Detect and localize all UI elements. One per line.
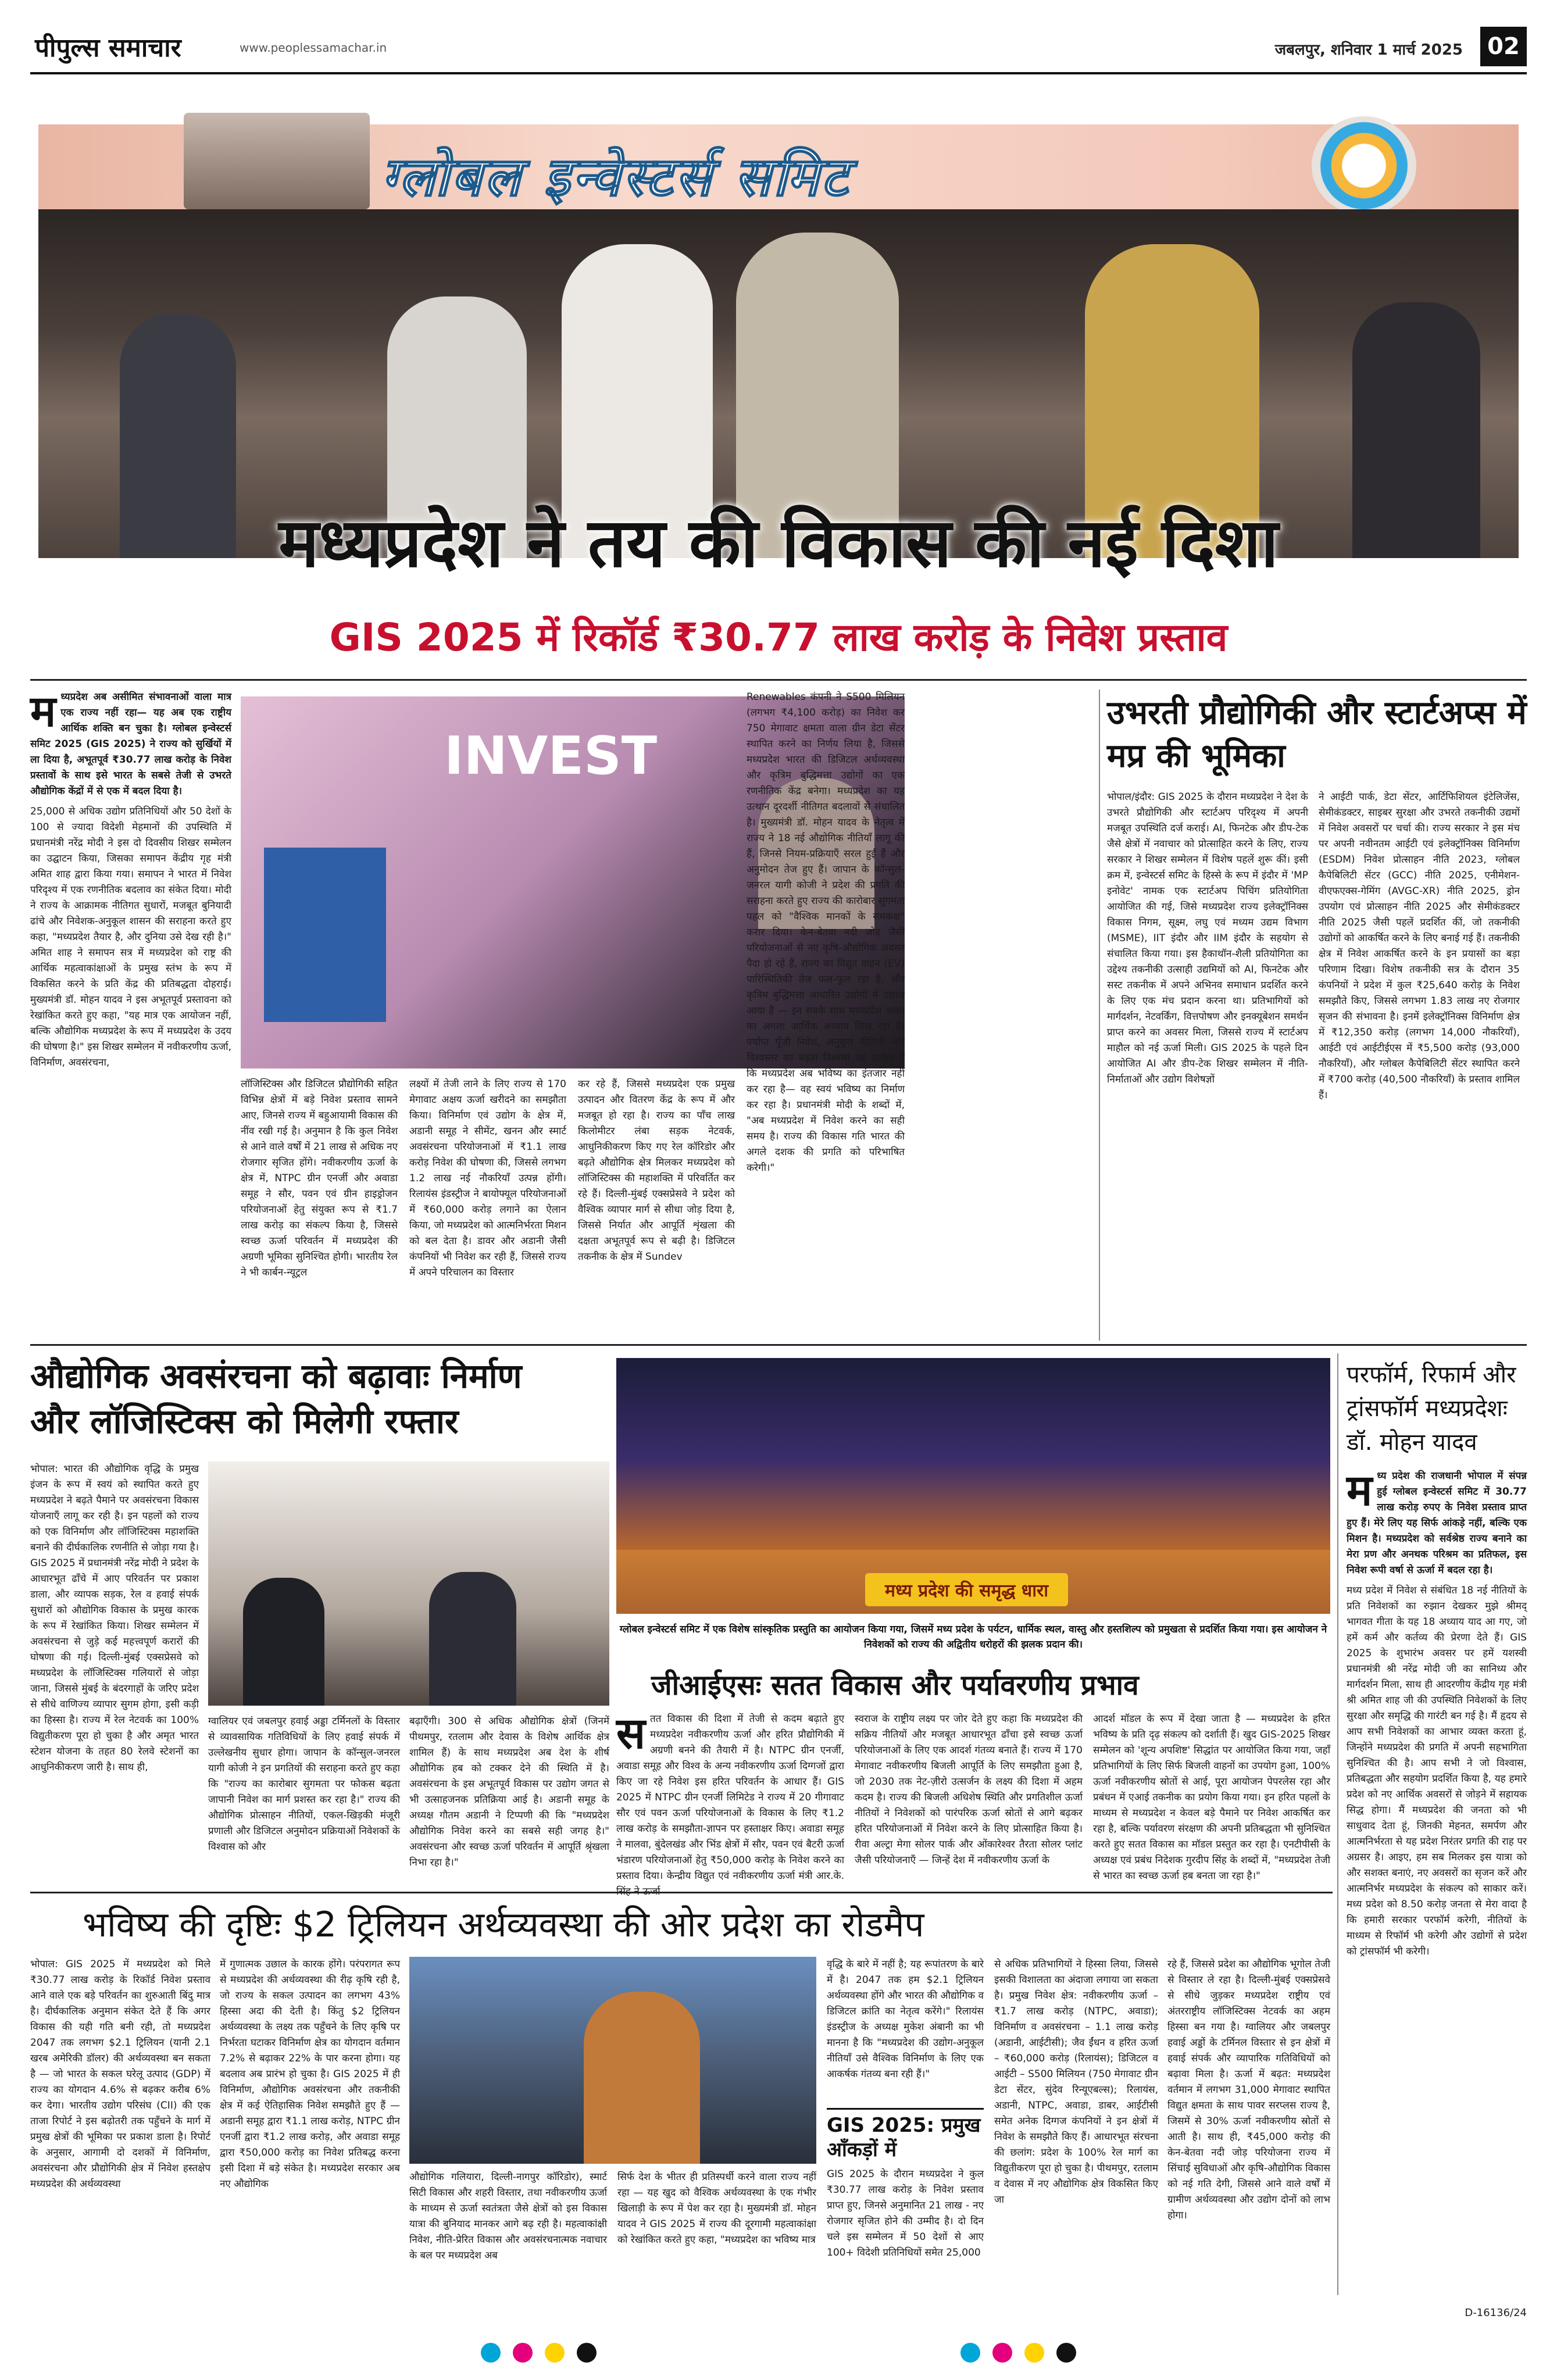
dateline: जबलपुर, शनिवार 1 मार्च 2025 — [1274, 41, 1463, 59]
green-headline: जीआईएसः सतत विकास और पर्यावरणीय प्रभाव — [651, 1669, 1139, 1702]
infra-headline-1: औद्योगिक अवसंरचना को बढ़ावाः निर्माण — [30, 1356, 522, 1396]
dropcap: म — [30, 687, 56, 737]
future-story — [30, 1899, 1330, 2306]
lead-col-3: लक्ष्यों में तेजी लाने के लिए राज्य से 170 मेगावाट अक्षय ऊर्जा खरीदने का समझौता किया। विनिर्माण एवं उद्योग के क्षेत्र में, अडानी समूह ने सीमेंट, खनन और स्मार्ट अवसंरचना परियोजनाओं में ₹1.1 लाख करोड़ निवेश की घोषणा की, जिससे लगभग 1.2 लाख नई नौकरियाँ उत्पन्न होंगी। रिलायंस इंडस्ट्रीज ने बायोफ्यूल परियोजनाओं में ₹60,000 करोड़ लगाने का ऐलान किया, जो मध्यप्रदेश को आत्मनिर्भरता मिशन को बल देता है। डावर और अडानी जैसी कंपनियों भी निवेश कर रही हैं, जिससे राज्य में अपने परिचालन का विस्तार — [409, 1078, 567, 1278]
future-col-3: औद्योगिक गलियारा, दिल्ली-नागपुर कॉरिडोर), स्मार्ट सिटी विकास और शहरी विस्तार, तथा नवीकरणीय ऊर्जा के माध्यम से ऊर्जा स्वतंत्रता जैसे क्षेत्रों को इस विकास यात्रा की बुनियाद मानकर आगे बढ़ रही है। महत्वाकांक्षी निवेश, नीति-प्रेरित विकास और अवसंरचनात्मक नवाचार के बल पर मध्यप्रदेश अब — [409, 2171, 607, 2261]
register-dot — [513, 2343, 533, 2363]
startups-col-2: ने आईटी पार्क, डेटा सेंटर, आर्टिफिशियल इंटेलिजेंस, सेमीकंडक्टर, साइबर सुरक्षा और उभरते तकनीकी उद्यमों में निवेश अवसरों पर चर्चा की। राज्य सरकार ने इस मंच पर अपनी नवीनतम आईटी एवं इलेक्ट्रॉनिक्स विनिर्माण (ESDM) निवेश प्रोत्साहन नीति 2023, ग्लोबल कैपेबिलिटी सेंटर (GCC) नीति 2025, एनीमेशन-वीएफएक्स-गेमिंग (AVGC-XR) नीति 2025, ड्रोन उपयोग एवं प्रोत्साहन नीति 2025 और सेमीकंडक्टर नीति 2025 जैसी पहलें प्रदर्शित कीं, जो तकनीकी उद्योगों को आकर्षित करने के लिए बनाई गई हैं। तकनीकी क्षेत्र में निवेश आकर्षित करने के इन प्रयासों का बड़ा परिणाम दिखा। विशेष तकनीकी सत्र के दौरान 35 कंपनियों ने प्रदेश में कुल ₹25,640 करोड़ के निवेश समझौते किए, जिससे लगभग 1.83 लाख नए रोजगार सृजन की संभावना है। इनमें इलेक्ट्रॉनिक्स विनिर्माण क्षेत्र में ₹12,350 करोड़ (लगभग 14,000 नौकरियाँ), आईटी एवं आईटीईएस में ₹5,500 करोड़ (93,000 नौकरियाँ), और ग्लोबल कैपेबिलिटी सेंटर स्थापित करने में ₹700 करोड़ (40,500 नौकरियाँ) के प्रस्ताव शामिल हैं। — [1319, 791, 1520, 1101]
register-dot — [481, 2343, 501, 2363]
masthead — [30, 23, 1527, 74]
cm-headline: परफॉर्म, रिफार्म और ट्रांसफॉर्म मध्यप्रदेशः डॉ. मोहन यादव — [1347, 1361, 1516, 1456]
key-figures-box — [827, 2108, 984, 2261]
banner-title: ग्लोबल इन्वेस्टर्स समिट — [381, 146, 851, 208]
sub-headline: GIS 2025 में रिकॉर्ड ₹30.77 लाख करोड़ के निवेश प्रस्ताव — [329, 615, 1228, 660]
future-headline: भविष्य की दृष्टिः $2 ट्रिलियन अर्थव्यवस्था की ओर प्रदेश का रोडमैप — [83, 1904, 924, 1945]
register-dot — [960, 2343, 980, 2363]
register-dot — [545, 2343, 565, 2363]
green-story — [616, 1666, 1330, 1887]
cm-story — [1347, 1358, 1527, 2294]
lead-story — [30, 689, 1106, 1346]
green-col-3: आदर्श मॉडल के रूप में देखा जाता है — मध्यप्रदेश के हरित भविष्य के प्रति दृढ़ संकल्प को दर्शाती हैं। खुद GIS-2025 शिखर सम्मेलन को 'शून्य अपशिष्ट' सिद्धांत पर आयोजित किया गया, जहाँ प्रतिभागियों के लिए सिर्फ बिजली वाहनों का उपयोग हुआ, 100% ऊर्जा नवीकरणीय स्रोतों से आई, पूरा आयोजन पेपरलेस रहा और प्रबंधन में एआई तकनीक का प्रयोग किया गया। इन हरित पहलों के माध्यम से मध्यप्रदेश न केवल बड़े पैमाने पर निवेश आकर्षित कर रहा है, बल्कि पर्यावरण संरक्षण की अपनी प्रतिबद्धता भी सुनिश्चित करते हुए सतत विकास का मॉडल प्रस्तुत कर रहा है। एनटीपीसी के अध्यक्ष एवं प्रबंध निदेशक गुरदीप सिंह के शब्दों में, "मध्यप्रदेश तेजी से भारत का स्वच्छ ऊर्जा हब बनता जा रहा है।" — [1093, 1713, 1330, 1882]
startups-story — [1107, 692, 1527, 1343]
culture-caption: ग्लोबल इन्वेस्टर्स समिट में एक विशेष सांस्कृतिक प्रस्तुति का आयोजन किया गया, जिसमें मध्य प्रदेश के पर्यटन, धार्मिक स्थल, वास्तु और हस्तशिल्प को प्रमुखता से प्रदर्शित किया गया। इस आयोजन ने निवेशकों को राज्य की अद्वितीय धरोहरों की झलक प्रदान की। — [619, 1624, 1327, 1650]
culture-label: मध्य प्रदेश की समृद्ध धारा — [865, 1573, 1068, 1606]
future-col-5: वृद्धि के बारे में नहीं है; यह रूपांतरण के बारे में है। 2047 तक हम $2.1 ट्रिलियन अर्थव्यवस्था होंगे और भारत की औद्योगिक व डिजिटल क्रांति का नेतृत्व करेंगे।" रिलायंस इंडस्ट्रीज के अध्यक्ष मुकेश अंबानी का भी मानना है कि "मध्यप्रदेश की उद्योग-अनुकूल नीतियाँ उसे वैश्विक विनिर्माण के लिए एक आकर्षक गंतव्य बना रही हैं।" — [827, 1959, 984, 2080]
lead-intro — [30, 689, 231, 1074]
future-col-6: से अधिक प्रतिभागियों ने हिस्सा लिया, जिससे इसकी विशालता का अंदाजा लगाया जा सकता है। प्रमुख निवेश क्षेत्र: नवीकरणीय ऊर्जा – ₹1.7 लाख करोड़ (NTPC, अवाडा); विनिर्माण व अवसंरचना – 1.1 लाख करोड़ (अडानी, आईटीसी); जैव ईंधन व हरित ऊर्जा – ₹60,000 करोड़ (रिलायंस); डिजिटल व आईटी – S500 मिलियन (750 मेगावाट ग्रीन डेटा सेंटर, सुंदेव रिन्यूएबल्स); रिलायंस, अडानी, NTPC, अवाडा, डाबर, आईटीसी समेत अनेक दिग्गज कंपनियों ने इन क्षेत्रों में निवेश के समझौते किए हैं। आधारभूत संरचना की छलांग: प्रदेश के 100% रेल मार्ग का विद्युतीकरण पूरा हो चुका है। पीथमपुर, रतलाम व देवास में नए औद्योगिक क्षेत्र विकसित किए जा — [994, 1959, 1158, 2206]
lead-body-text: 25,000 से अधिक उद्योग प्रतिनिधियों और 50 देशों के 100 से ज्यादा विदेशी मेहमानों की उपस्थिति में प्रधानमंत्री नरेंद्र मोदी ने इस दो दिवसीय शिखर सम्मेलन का उद्घाटन किया, जिसका समापन केंद्रीय गृह मंत्री अमित शाह द्वारा किया गया। समापन ने भारत में निवेश परिदृश्य में एक रणनीतिक बदलाव का संकेत दिया। मोदी ने राज्य के आक्रामक नीतिगत सुधारों, मजबूत बुनियादी ढांचे और निवेशक-अनुकूल शासन की सराहना करते हुए कहा, "मध्यप्रदेश तैयार है, और दुनिया उसे देख रही है।" अमित शाह ने समापन सत्र में मध्यप्रदेश को राष्ट्र की आर्थिक महत्वाकांक्षाओं के प्रमुख स्तंभ के रूप में विकसित करने के प्रति केंद्र की प्रतिबद्धता दोहराई। मुख्यमंत्री डॉ. मोहन यादव ने इस अभूतपूर्व प्रस्तावना को रेखांकित करते हुए कहा, "यह मात्र एक आयोजन नहीं, बल्कि औद्योगिक मध्यप्रदेश के रूप में मध्यप्रदेश के उदय की घोषणा है।" इस शिखर सम्मेलन में नवीकरणीय ऊर्जा, विनिर्माण, अवसंरचना, — [30, 806, 231, 1069]
green-col-2: स्वराज के राष्ट्रीय लक्ष्य पर जोर देते हुए कहा कि मध्यप्रदेश की सक्रिय नीतियों और मजबूत आधारभूत ढाँचा इसे स्वच्छ ऊर्जा परियोजनाओं के लिए एक आदर्श गंतव्य बनाते हैं। राज्य में 170 मेगावाट नवीकरणीय बिजली आपूर्ति के लिए समझौता हुआ है, जो 2030 तक नेट-ज़ीरो उत्सर्जन के लक्ष्य की दिशा में अहम कदम है। राज्य की बिजली अधिशेष स्थिति और प्रगतिशील ऊर्जा नीतियों ने निवेशकों को पारंपरिक ऊर्जा स्रोतों से आगे बढ़कर हरित परियोजनाओं में निवेश करने के लिए प्रोत्साहित किया है। रीवा अल्ट्रा मेगा सोलर पार्क और ओंकारेश्वर तैरता सोलर प्लांट जैसी परियोजनाएँ — जिन्हें देश में नवीकरणीय ऊर्जा के — [855, 1713, 1083, 1866]
future-col-1: भोपाल: GIS 2025 में मध्यप्रदेश को मिले ₹30.77 लाख करोड़ के रिकॉर्ड निवेश प्रस्ताव आने वाले एक बड़े परिवर्तन का शुरुआती बिंदु मात्र है। दीर्घकालिक अनुमान संकेत देते हैं कि अगर विकास की यही गति बनी रही, तो मध्यप्रदेश 2047 तक लगभग $2.1 ट्रिलियन (यानी 2.1 खरब अमेरिकी डॉलर) की अर्थव्यवस्था बन सकता है — जो भारत के सकल घरेलू उत्पाद (GDP) में राज्य का योगदान 4.6% से बढ़कर करीब 6% कर देगा। भारतीय उद्योग परिसंघ (CII) की एक ताजा रिपोर्ट ने इस बढ़ोतरी तक पहुँचने के मार्ग में प्रमुख क्षेत्रों की भूमिका पर प्रकाश डाला है। रिपोर्ट के अनुसार, आगामी दो दशकों में विनिर्माण, अवसंरचना और प्रौद्योगिकी क्षेत्र में निवेश हस्तक्षेप मध्यप्रदेश की अर्थव्यवस्था — [30, 1959, 210, 2190]
newspaper-logo: पीपुल्स समाचार — [35, 33, 181, 63]
lead-col-2: लॉजिस्टिक्स और डिजिटल प्रौद्योगिकी सहित विभिन्न क्षेत्रों में बड़े निवेश प्रस्ताव सामने आए, जिनसे राज्य में बहुआयामी विकास की नींव रखी गई है। अनुमान है कि कुल निवेश से आने वाले वर्षों में 21 लाख से अधिक नए रोजगार सृजित होंगे। नवीकरणीय ऊर्जा के क्षेत्र में, NTPC ग्रीन एनर्जी और अवाडा समूह ने सौर, पवन एवं ग्रीन हाइड्रोजन परियोजनाओं हेतु संयुक्त रूप से ₹1.7 लाख करोड़ का संकल्प किया है, जिससे स्वच्छ ऊर्जा परिवर्तन में मध्यप्रदेश की अग्रणी भूमिका सुनिश्चित होगी। भारतीय रेल ने भी कार्बन-न्यूट्रल — [241, 1078, 398, 1278]
startups-col-1: भोपाल/इंदौर: GIS 2025 के दौरान मध्यप्रदेश ने देश के उभरते प्रौद्योगिकी और स्टार्टअप परिदृश्य में अपनी मजबूत उपस्थिति दर्ज कराई। AI, फिनटेक और डीप-टेक जैसे क्षेत्रों में नवाचार को प्रोत्साहित करने के लिए, राज्य सरकार ने शिखर सम्मेलन में विशेष पहलें शुरू कीं। इसी क्रम में, इन्वेस्टर्स समिट के हिस्से के रूप में इंदौर में 'MP इनोवेट' नामक एक स्टार्टअप पिचिंग प्रतियोगिता आयोजित की गई, जिसे मध्यप्रदेश राज्य इलेक्ट्रॉनिक्स विकास निगम, सूक्ष्म, लघु एवं मध्यम उद्यम विभाग (MSME), IIT इंदौर और IIM इंदौर के सहयोग से संचालित किया गया। इस हैकाथॉन-शैली प्रतियोगिता का उद्देश्य तकनीकी उत्साही उद्यमियों को AI, फिनटेक और सस्ट तकनीक में अपने अभिनव समाधान प्रदर्शित करने के लिए एक मंच प्रदान करना था। प्रतिभागियों को मार्गदर्शन, नेटवर्किंग, वित्तपोषण और इनक्यूबेशन समर्थन प्राप्त करने का अवसर मिला, जिससे राज्य में स्टार्टअप माहौल को नई ऊर्जा मिली। GIS 2025 के पहले दिन आयोजित AI और डीप-टेक शिखर सम्मेलन में नीति-निर्माताओं और उद्योग विशेषज्ञों — [1107, 791, 1308, 1085]
lead-col-4: कर रहे हैं, जिससे मध्यप्रदेश एक प्रमुख उत्पादन और वितरण केंद्र के रूप में और मजबूत हो रहा है। राज्य का पाँच लाख किलोमीटर लंबा सड़क नेटवर्क, आधुनिकीकरण किए गए रेल कॉरिडोर और बढ़ते औद्योगिक क्षेत्र मिलकर मध्यप्रदेश को लॉजिस्टिक्स की महाशक्ति में परिवर्तित कर रहे हैं। दिल्ली-मुंबई एक्सप्रेसवे ने प्रदेश को वैश्विक व्यापार मार्ग से सीधा जोड़ दिया है, जिससे निर्यात और आपूर्ति शृंखला की दक्षता अभूतपूर्व रूप से बढ़ी है। डिजिटल तकनीक के क्षेत्र में Sundev — [578, 1078, 735, 1263]
infra-headline-2: और लॉजिस्टिक्स को मिलेगी रफ्तार — [30, 1402, 459, 1441]
key-figures-text: GIS 2025 के दौरान मध्यप्रदेश ने कुल ₹30.77 लाख करोड़ के निवेश प्रस्ताव प्राप्त हुए, जिनसे अनुमानित 21 लाख - नए रोजगार सृजित होने की उम्मीद है। दो दिन चले इस सम्मेलन में 50 देशों से आए 100+ विदेशी प्रतिनिधियों समेत 25,000 — [827, 2168, 984, 2259]
infra-col-1: भोपाल: भारत की औद्योगिक वृद्धि के प्रमुख इंजन के रूप में स्वयं को स्थापित करते हुए मध्यप्रदेश ने बढ़ते पैमाने पर अवसंरचना विकास योजनाएँ लागू कर रही है। इन पहलों को राज्य को एक विनिर्माण और लॉजिस्टिक्स महाशक्ति बनाने की दीर्घकालिक रणनीति से जोड़ा गया है। GIS 2025 में प्रधानमंत्री नरेंद्र मोदी ने प्रदेश के आधारभूत ढाँचे में आए परिवर्तन पर प्रकाश डाला, और व्यापक सड़क, रेल व हवाई संपर्क सुधारों को औद्योगिक विकास के प्रमुख कारक के रूप में रेखांकित किया। शिखर सम्मेलन में अवसंरचना से जुड़े कई महत्त्वपूर्ण करारों की घोषणा की गई। दिल्ली-मुंबई एक्सप्रेसवे को मध्यप्रदेश के लॉजिस्टिक्स गलियारों से जोड़ा जाना, जिससे मुंबई के बंदरगाहों के जरिए प्रदेश से सीधे वाणिज्य व्यापार सुगम होगा, इसी कड़ी का हिस्सा है। राज्य में रेल नेटवर्क का 100% विद्युतीकरण पूरा हो चुका है और अमृत भारत स्टेशन योजना के तहत 80 रेलवे स्टेशनों का आधुनिकीकरण जारी है। साथ ही, — [30, 1463, 199, 1773]
register-dot — [1056, 2343, 1076, 2363]
investor-meeting-photo — [208, 1461, 609, 1706]
cm-body-text: मध्य प्रदेश में निवेश से संबंधित 18 नई नीतियों के प्रति निवेशकों का रुझान देखकर मुझे श्रीमद् भागवत गीता के यह 18 अध्याय याद आ गए, जो हमें कर्म और कर्तव्य की प्रेरणा देते हैं। GIS 2025 के शुभारंभ अवसर पर हमें यशस्वी प्रधानमंत्री श्री नरेंद्र मोदी जी का सानिध्य और मार्गदर्शन मिला, साथ ही आदरणीय केंद्रीय गृह मंत्री श्री अमित शाह जी की उपस्थिति निवेशकों के लिए सुरक्षा और समृद्धि की गारंटी बन गई है। मैं हृदय से आप सभी निवेशकों का आभार व्यक्त करता हूं, जिन्होंने मध्यप्रदेश की प्रगति में अपनी सहभागिता सुनिश्चित की है। आप सभी ने जो विश्वास, प्रतिबद्धता और सहयोग प्रदर्शित किया है, यह हमारे प्रदेश को नए आर्थिक अवसरों से जोड़ने में सहायक सिद्ध होगा। मैं मध्यप्रदेश की जनता को भी साधुवाद देता हूं, जिनकी मेहनत, समर्पण और आत्मनिर्भरता से यह प्रदेश निरंतर प्रगति की राह पर अग्रसर है। आइए, हम सब मिलकर इस यात्रा को और सशक्त बनाएं, नए अवसरों का सृजन करें और आत्मनिर्भर मध्यप्रदेश के संकल्प को साकार करें। मध्य प्रदेश को 8.50 करोड़ जनता से मेरा वादा है कि हमारी सरकार परफॉर्म करेगी, नीतियों के माध्यम से रिफॉर्म भी करेगी और उद्योगों से प्रदेश को ट्रांसफॉर्म भी करेगी। — [1347, 1585, 1527, 1957]
register-dot — [577, 2343, 597, 2363]
lead-col-5: Renewables कंपनी ने S500 मिलियन (लगभग ₹4,100 करोड़) का निवेश कर 750 मेगावाट क्षमता वाला ग्रीन डेटा सेंटर स्थापित करने का निर्णय लिया है, जिससे मध्यप्रदेश भारत की डिजिटल अर्थव्यवस्था और कृत्रिम बुद्धिमत्ता उद्योगों का एक रणनीतिक केंद्र बनेगा। मध्यप्रदेश का यह उत्थान दूरदर्शी नीतिगत बदलावों से संचालित है। मुख्यमंत्री डॉ. मोहन यादव के नेतृत्व में राज्य ने 18 नई औद्योगिक नीतियाँ लागू की हैं, जिनसे नियम-प्रक्रियाएँ सरल हुई हैं और अनुमोदन तेज हुए हैं। जापान के कॉन्सुल-जनरल यागी कोजी ने प्रदेश की प्रगति की सराहना करते हुए राज्य की कारोबार सुगमता पहल को "वैश्विक मानकों के समकक्ष" करार दिया। केन-बेतवा नदी जोड़ जैसी परियोजनाओं से नए कृषि-औद्योगिक अवसर पैदा हो रहे हैं, राज्य का विद्युत वाहन (EV) पारिस्थितिकी तेज फल-फूल रहा है, और कृत्रिम बुद्धिमत्ता आधारित उद्योगों में उछाल आया है — इन सबके साथ मध्यप्रदेश भारत का अगला आर्थिक अध्याय लिख रहा है। पर्याप्त पूँजी निवेश, अनुकूल नीतियों और विश्वस्तर का बढ़ता विश्वास यह दर्शाता है कि मध्यप्रदेश अब भविष्य का इंतजार नहीं कर रहा है— वह स्वयं भविष्य का निर्माण कर रहा है। प्रधानमंत्री मोदी के शब्दों में, "अब मध्यप्रदेश में निवेश करने का सही समय है। राज्य की विकास गति भारत की अगले दशक की प्रगति को परिभाषित करेगी।" — [747, 691, 905, 1174]
cm-intro-text: ध्य प्रदेश की राजधानी भोपाल में संपन्न हुई ग्लोबल इन्वेस्टर्स समिट में 30.77 लाख करोड़ रुपए के निवेश प्रस्ताव प्राप्त हुए हैं। मेरे लिए यह सिर्फ आंकड़े नहीं, बल्कि एक मिशन है। मध्यप्रदेश को सर्वश्रेष्ठ राज्य बनाने का मेरा प्रण और अनथक परिश्रम का प्रतिफल, इस निवेश रूपी वर्षा से ऊर्जा में बदल रहा है। — [1347, 1470, 1527, 1576]
page-number: 02 — [1480, 27, 1527, 66]
startups-headline: उभरती प्रौद्योगिकी और स्टार्टअप्स में मप्र की भूमिका — [1107, 694, 1527, 775]
cm-text — [1347, 1468, 1527, 1960]
main-headline: मध्यप्रदेश ने तय की विकास की नई दिशा — [278, 504, 1279, 583]
future-col-7: रहे हैं, जिससे प्रदेश का औद्योगिक भूगोल तेजी से विस्तार ले रहा है। दिल्ली-मुंबई एक्सप्रेसवे से सीधे जुड़कर मध्यप्रदेश राष्ट्रीय एवं अंतरराष्ट्रीय लॉजिस्टिक्स नेटवर्क का अहम हिस्सा बन गया है। ग्वालियर और जबलपुर हवाई अड्डों के टर्मिनल विस्तार से इन क्षेत्रों में हवाई संपर्क और व्यापारिक गतिविधियों को बढ़ावा मिला है। ऊर्जा में बढ़त: मध्यप्रदेश वर्तमान में लगभग 31,000 मेगावाट स्थापित विद्युत क्षमता के साथ पावर सरप्लस राज्य है, जिसमें से 30% ऊर्जा नवीकरणीय स्रोतों से आती है। साथ ही, ₹45,000 करोड़ की केन-बेतवा नदी जोड़ परियोजना राज्य में सिंचाई सुविधाओं और कृषि-औद्योगिक विकास को नई गति देगी, जिससे आने वाले वर्षों में ग्रामीण अर्थव्यवस्था और उद्योग दोनों को लाभ होगा। — [1167, 1959, 1330, 2221]
lead-intro-text: ध्यप्रदेश अब असीमित संभावनाओं वाला मात्र एक राज्य नहीं रहा— यह अब एक राष्ट्रीय आर्थिक शक्ति बन चुका है। ग्लोबल इन्वेस्टर्स समिट 2025 (GIS 2025) ने राज्य को सुर्खियों में ला दिया है, अभूतपूर्व ₹30.77 लाख करोड़ के निवेश प्रस्तावों के साथ इसे भारत के सबसे तेजी से उभरते औद्योगिक केंद्रों में से एक में बदल दिया है। — [30, 691, 231, 797]
leaders-portrait-image — [184, 113, 370, 209]
green-col-1 — [616, 1711, 844, 1900]
future-col-2: में गुणात्मक उछाल के कारक होंगे। परंपरागत रूप से मध्यप्रदेश की अर्थव्यवस्था की रीढ़ कृषि रही है, जो राज्य के सकल उत्पादन का लगभग 43% हिस्सा अदा की देती है। किंतु $2 ट्रिलियन अर्थव्यवस्था के लक्ष्य तक पहुँचने के लिए कृषि पर निर्भरता घटाकर विनिर्माण क्षेत्र का योगदान वर्तमान 7.2% से बढ़ाकर 22% के पार करना होगा। यह बदलाव अब प्रारंभ हो चुका है। GIS 2025 में ही विनिर्माण, औद्योगिक अवसंरचना और तकनीकी क्षेत्र में कई ऐतिहासिक निवेश समझौते हुए हैं — अडानी समूह द्वारा ₹1.1 लाख करोड़, NTPC ग्रीन एनर्जी द्वारा ₹1.2 लाख करोड़, और अवाडा समूह द्वारा ₹50,000 करोड़ का निवेश प्रतिबद्ध करना इसी दिशा में बड़े संकेत है। मध्यप्रदेश सरकार अब नए औद्योगिक — [220, 1959, 400, 2190]
cm-dropcap: म — [1347, 1466, 1373, 1516]
green-dropcap: स — [616, 1709, 646, 1759]
key-figures-title: GIS 2025: प्रमुख आँकड़ों में — [827, 2108, 984, 2162]
summit-logo-icon — [1312, 116, 1416, 215]
future-col-4: सिर्फ देश के भीतर ही प्रतिस्पर्धी करने वाला राज्य नहीं रहा — यह खुद को वैश्विक अर्थव्यवस्था के एक गंभीर खिलाड़ी के रूप में पेश कर रहा है। मुख्यमंत्री डॉ. मोहन यादव ने GIS 2025 में राज्य की दूरगामी महत्वाकांक्षा को रेखांकित करते हुए कहा, "मध्यप्रदेश का भविष्य मात्र — [617, 2171, 816, 2246]
register-dot — [992, 2343, 1012, 2363]
website-url: www.peoplessamachar.in — [240, 41, 387, 55]
registration-marks — [0, 2343, 1557, 2365]
cm-mohan-yadav-photo — [409, 1957, 816, 2164]
summit-banner — [38, 124, 1519, 209]
register-dot — [1024, 2343, 1044, 2363]
print-code: D-16136/24 — [1465, 2307, 1527, 2319]
amit-shah-invest-stage-photo: INVEST — [241, 696, 905, 1069]
infra-story — [30, 1353, 612, 1888]
infra-col-3: बढ़ाएँगी। 300 से अधिक औद्योगिक क्षेत्रों (जिनमें पीथमपुर, रतलाम और देवास के विशेष आर्थिक क्षेत्र शामिल हैं) के साथ मध्यप्रदेश अब देश के शीर्ष औद्योगिक हब को टक्कर देने की स्थिति में है। अवसंरचना के इस अभूतपूर्व विकास पर उद्योग जगत से भी उत्साहजनक प्रतिक्रिया आई है। अडानी समूह के अध्यक्ष गौतम अडानी ने टिप्पणी की कि "मध्यप्रदेश औद्योगिक निवेश करने का सबसे सही जगह है।" अवसंरचना और स्वच्छ ऊर्जा परिवर्तन में आपूर्ति श्रृंखला निभा रहा है।" — [409, 1716, 609, 1868]
infra-col-2: ग्वालियर एवं जबलपुर हवाई अड्डा टर्मिनलों के विस्तार से व्यावसायिक गतिविधियों के लिए हवाई संपर्क में उल्लेखनीय सुधार होगा। जापान के कॉन्सुल-जनरल यागी कोजी ने इन प्रगतियों की सराहना करते हुए कहा कि "राज्य का कारोबार सुगमता पर फोकस बढ़ता जापानी निवेश का मार्ग प्रशस्त कर रहा है।" राज्य की औद्योगिक प्रोत्साहन नीतियों, एकल-खिड़की मंजूरी प्रणाली और डिजिटल अनुमोदन प्रक्रियाओं निवेशकों के विश्वास को और — [208, 1716, 400, 1853]
green-col-1-text: तत विकास की दिशा में तेजी से कदम बढ़ाते हुए मध्यप्रदेश नवीकरणीय ऊर्जा और हरित प्रौद्योगिकी में अग्रणी बनने की तैयारी में है। NTPC ग्रीन एनर्जी, अवाडा समूह और विश्व के अन्य नवीकरणीय ऊर्जा दिग्गजों द्वारा किए जा रहे निवेश इस हरित परिवर्तन के आधार हैं। GIS 2025 में NTPC ग्रीन एनर्जी लिमिटेड ने राज्य में 20 गीगावाट सौर एवं पवन ऊर्जा परियोजनाओं के विकास के लिए ₹1.2 लाख करोड़ के समझौता-ज्ञापन पर हस्ताक्षर किए। अवाडा समूह ने मालवा, बुंदेलखंड और भिंड क्षेत्रों में सौर, पवन एवं बैटरी ऊर्जा भंडारण परियोजनाओं हेतु ₹50,000 करोड़ के निवेश करने का प्रस्ताव दिया। केन्द्रीय विद्युत एवं नवीकरणीय ऊर्जा मंत्री आर.के. — [616, 1713, 844, 1882]
